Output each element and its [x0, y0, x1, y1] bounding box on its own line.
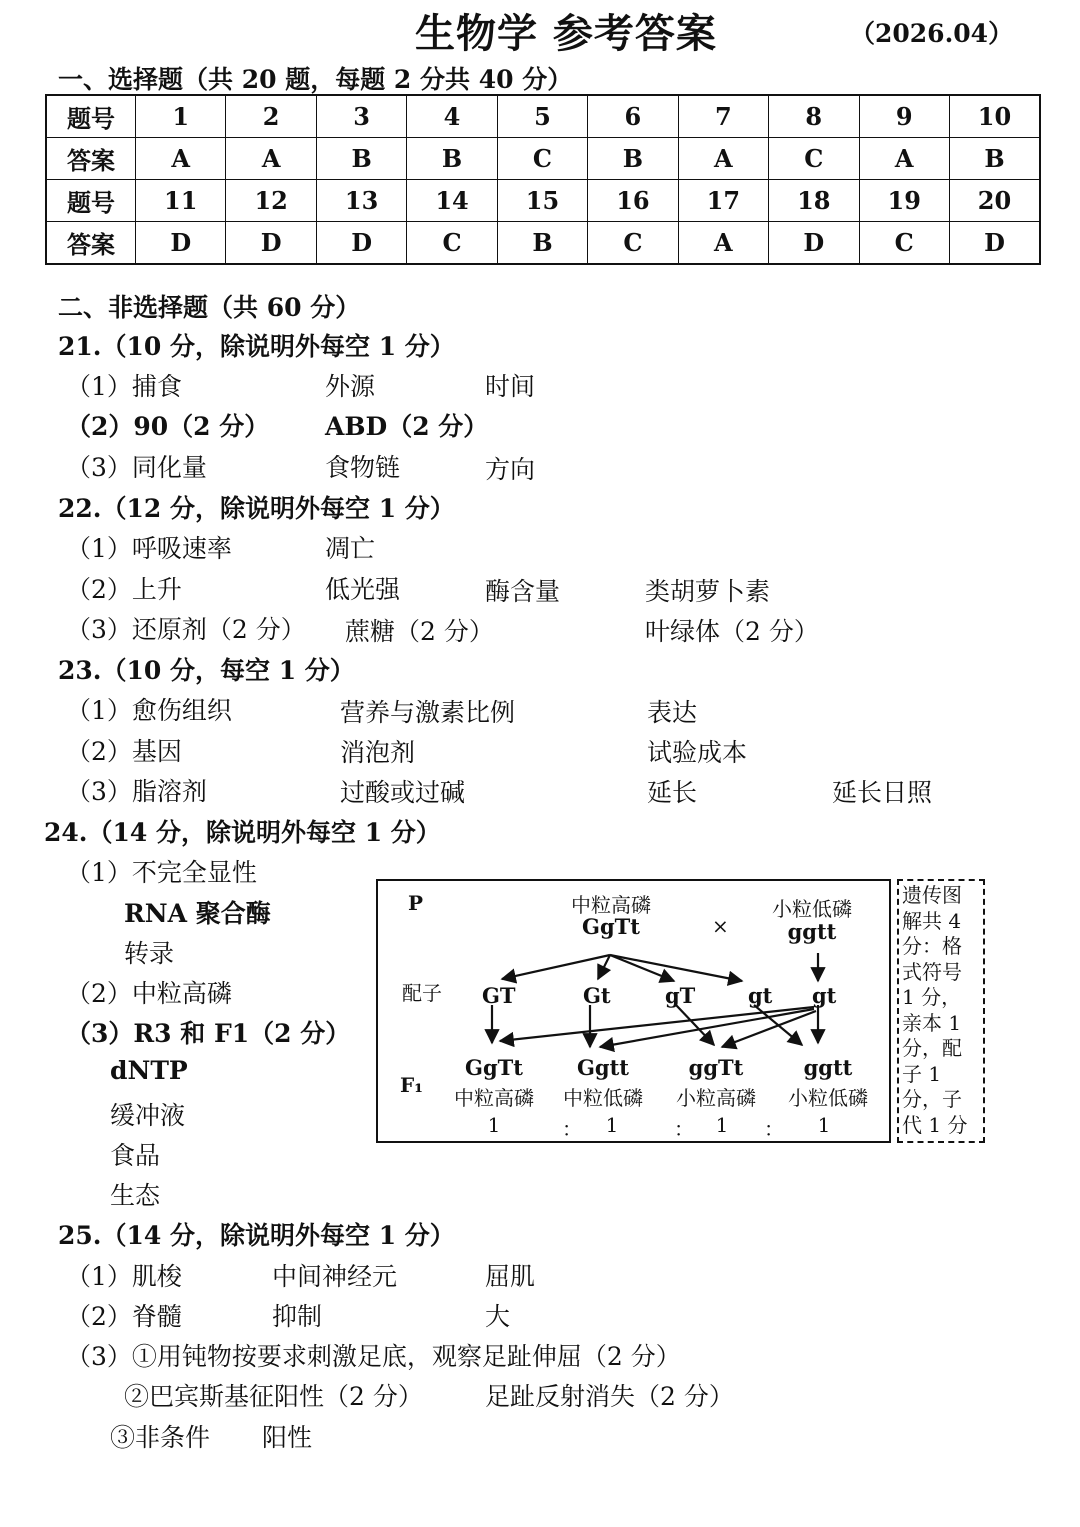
question-number: 4	[407, 95, 497, 138]
q24-answer: （3）R3 和 F1（2 分）	[66, 1019, 351, 1048]
answer-cell: B	[497, 222, 587, 265]
q22-answer: 叶绿体（2 分）	[645, 617, 819, 646]
q22-answer: （3）还原剂（2 分）	[66, 615, 306, 644]
q25-answer: 抑制	[272, 1302, 323, 1331]
q23-answer: （1）愈伤组织	[66, 696, 232, 725]
gamete: Gt	[583, 983, 611, 1008]
row-label: 题号	[46, 180, 136, 222]
answer-cell: A	[226, 138, 316, 180]
ratio-separator: ：	[562, 1117, 582, 1141]
parent2-phenotype: 小粒低磷	[772, 897, 852, 921]
table-row	[46, 222, 1040, 265]
q21-answer: （2）90（2 分）	[66, 412, 270, 441]
question-number: 14	[407, 180, 497, 222]
question-number: 3	[316, 95, 406, 138]
question-number: 9	[859, 95, 949, 138]
offspring-phenotype: 小粒低磷	[788, 1086, 868, 1110]
question-number: 20	[949, 180, 1040, 222]
question-number: 6	[588, 95, 678, 138]
answer-cell: C	[859, 222, 949, 265]
f1-label: F₁	[400, 1073, 423, 1097]
offspring-genotype: ggTt	[688, 1055, 744, 1080]
answer-cell: D	[769, 222, 859, 265]
answer-cell: A	[136, 138, 226, 180]
q22-title: 22.（12 分，除说明外每空 1 分）	[58, 494, 455, 523]
page-title: 生物学 参考答案	[415, 10, 717, 57]
answer-cell: B	[588, 138, 678, 180]
q23-answer: （2）基因	[66, 737, 182, 766]
gamete: GT	[482, 983, 516, 1008]
offspring-phenotype: 中粒低磷	[563, 1086, 643, 1110]
question-number: 7	[678, 95, 768, 138]
parent1-phenotype: 中粒高磷	[571, 893, 651, 917]
q23-answer: 延长	[647, 778, 698, 807]
q21-answer: ABD（2 分）	[325, 412, 489, 441]
q22-answer: 类胡萝卜素	[645, 577, 771, 606]
question-number: 10	[949, 95, 1040, 138]
answer-cell: C	[407, 222, 497, 265]
q25-answer: 足趾反射消失（2 分）	[485, 1382, 734, 1411]
row-label: 答案	[46, 138, 136, 180]
q22-answer: （2）上升	[66, 575, 182, 604]
q24-answer: dNTP	[110, 1056, 188, 1085]
answer-cell: D	[316, 222, 406, 265]
table-row	[46, 95, 1040, 138]
offspring-phenotype: 小粒高磷	[676, 1086, 756, 1110]
scoring-note: 遗传图解共 4 分：格式符号 1 分，亲本 1 分，配子 1 分，子代 1 分	[897, 879, 985, 1143]
question-number: 8	[769, 95, 859, 138]
q24-answer: （1）不完全显性	[66, 858, 257, 887]
q22-answer: 蔗糖（2 分）	[345, 617, 494, 646]
ratio-value: 1	[817, 1113, 831, 1137]
q22-answer: 酶含量	[485, 577, 561, 606]
q23-answer: 延长日照	[832, 778, 933, 807]
ratio-separator: ：	[674, 1117, 694, 1141]
section1-heading: 一、选择题（共 20 题，每题 2 分共 40 分）	[58, 65, 573, 94]
q25-answer: 阳性	[262, 1423, 313, 1452]
answer-cell: B	[949, 138, 1040, 180]
gamete: gT	[665, 983, 696, 1008]
parent2-genotype: ggtt	[787, 919, 837, 944]
q25-answer: （2）脊髓	[66, 1302, 182, 1331]
answer-cell: B	[316, 138, 406, 180]
q22-answer: （1）呼吸速率	[66, 534, 232, 563]
offspring-phenotype: 中粒高磷	[454, 1086, 534, 1110]
question-number: 17	[678, 180, 768, 222]
exam-date: （2026.04）	[850, 19, 1014, 48]
q24-answer: 生态	[110, 1181, 161, 1210]
q21-answer: 外源	[325, 372, 376, 401]
q25-answer: 大	[485, 1302, 511, 1331]
q21-title: 21.（10 分，除说明外每空 1 分）	[58, 332, 455, 361]
q21-answer: 时间	[485, 372, 536, 401]
gamete: gt	[748, 983, 773, 1008]
q21-answer: 食物链	[325, 453, 401, 482]
row-label: 题号	[46, 95, 136, 138]
genetic-cross-diagram	[376, 879, 891, 1143]
arrow	[502, 955, 610, 979]
gamete-label: 配子	[402, 981, 442, 1005]
q23-answer: 试验成本	[647, 738, 748, 767]
multiple-choice-answer-table	[45, 94, 1041, 265]
offspring-genotype: ggtt	[803, 1055, 853, 1080]
question-number: 13	[316, 180, 406, 222]
answer-cell: C	[497, 138, 587, 180]
ratio-value: 1	[487, 1113, 501, 1137]
answer-cell: C	[769, 138, 859, 180]
answer-cell: D	[949, 222, 1040, 265]
arrow	[676, 1005, 714, 1045]
ratio-value: 1	[715, 1113, 729, 1137]
question-number: 16	[588, 180, 678, 222]
q23-answer: 消泡剂	[340, 738, 416, 767]
q24-title: 24.（14 分，除说明外每空 1 分）	[44, 818, 441, 847]
q22-answer: 低光强	[325, 575, 401, 604]
question-number: 12	[226, 180, 316, 222]
q24-answer: RNA 聚合酶	[124, 899, 271, 928]
question-number: 18	[769, 180, 859, 222]
q23-answer: 表达	[647, 698, 698, 727]
arrow	[610, 955, 674, 981]
q23-answer: 营养与激素比例	[340, 698, 516, 727]
question-number: 15	[497, 180, 587, 222]
ratio-separator: ：	[764, 1117, 784, 1141]
q25-answer: ②巴宾斯基征阳性（2 分）	[124, 1382, 423, 1411]
q24-answer: （2）中粒高磷	[66, 979, 232, 1008]
q21-answer: （1）捕食	[66, 372, 182, 401]
q24-answer: 食品	[110, 1141, 161, 1170]
question-number: 19	[859, 180, 949, 222]
answer-cell: D	[226, 222, 316, 265]
p-label: P	[408, 891, 424, 915]
cross-symbol: ×	[712, 914, 729, 938]
answer-cell: A	[678, 222, 768, 265]
answer-cell: D	[136, 222, 226, 265]
q21-answer: （3）同化量	[66, 453, 207, 482]
question-number: 11	[136, 180, 226, 222]
q25-answer: ③非条件	[110, 1423, 211, 1452]
offspring-genotype: GgTt	[465, 1055, 523, 1080]
q23-answer: （3）脂溶剂	[66, 777, 207, 806]
table-row	[46, 138, 1040, 180]
answer-cell: A	[678, 138, 768, 180]
q25-answer: （3）①用钝物按要求刺激足底，观察足趾伸屈（2 分）	[66, 1342, 681, 1371]
arrow	[610, 955, 742, 981]
gamete: gt	[812, 983, 837, 1008]
answer-cell: B	[407, 138, 497, 180]
question-number: 1	[136, 95, 226, 138]
answer-cell: C	[588, 222, 678, 265]
question-number: 5	[497, 95, 587, 138]
parent1-genotype: GgTt	[582, 914, 640, 939]
q25-answer: 屈肌	[485, 1262, 536, 1291]
q23-answer: 过酸或过碱	[340, 778, 466, 807]
offspring-genotype: Ggtt	[576, 1055, 630, 1080]
q22-answer: 凋亡	[325, 534, 376, 563]
q23-title: 23.（10 分，每空 1 分）	[58, 656, 355, 685]
q24-answer: 转录	[124, 939, 175, 968]
q25-title: 25.（14 分，除说明外每空 1 分）	[58, 1221, 455, 1250]
q21-answer: 方向	[485, 455, 536, 484]
arrow	[598, 955, 610, 979]
answer-cell: A	[859, 138, 949, 180]
q25-answer: 中间神经元	[272, 1262, 398, 1291]
table-row	[46, 180, 1040, 222]
ratio-value: 1	[605, 1113, 619, 1137]
q25-answer: （1）肌梭	[66, 1262, 182, 1291]
section2-heading: 二、非选择题（共 60 分）	[58, 293, 361, 322]
q24-answer: 缓冲液	[110, 1101, 186, 1130]
question-number: 2	[226, 95, 316, 138]
row-label: 答案	[46, 222, 136, 265]
